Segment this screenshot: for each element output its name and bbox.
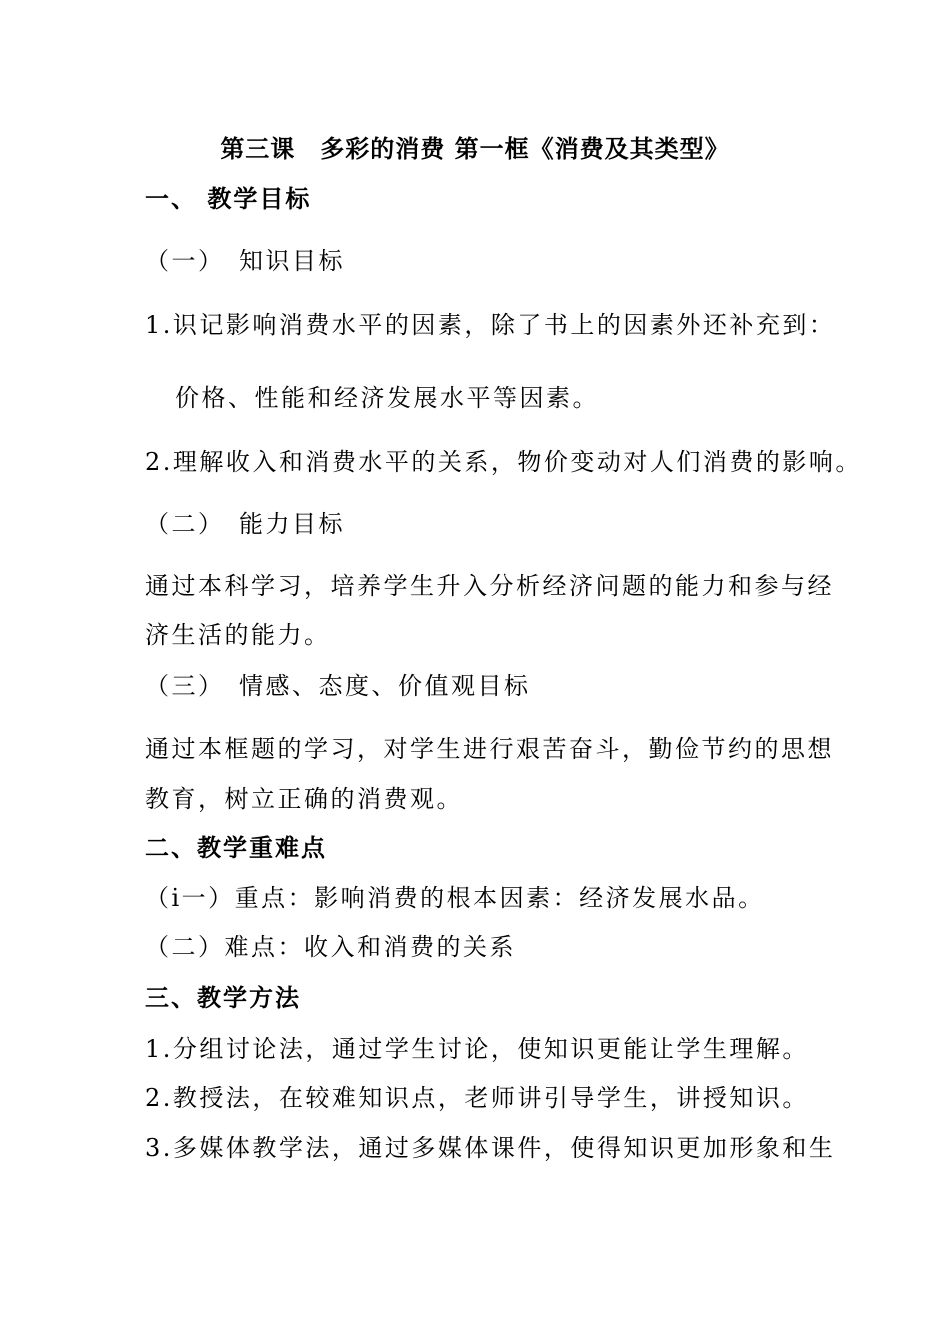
section-heading-teaching-methods: 三、教学方法 [145,984,301,1012]
paragraph-line: 济生活的能力。 [145,621,331,649]
section-heading-teaching-goals: 一、 教学目标 [145,185,312,213]
paragraph-line: 通过本科学习，培养学生升入分析经济问题的能力和参与经 [145,572,834,600]
document-title: 第三课 多彩的消费 第一框《消费及其类型》 [220,135,730,163]
paragraph-line: 通过本框题的学习，对学生进行艰苦奋斗，勤俭节约的思想 [145,735,834,763]
list-item: 2.理解收入和消费水平的关系，物价变动对人们消费的影响。 [145,448,862,476]
list-item: 2.教授法，在较难知识点，老师讲引导学生，讲授知识。 [145,1084,809,1112]
list-item: 3.多媒体教学法，通过多媒体课件，使得知识更加形象和生 [145,1134,836,1162]
section-heading-key-points: 二、教学重难点 [145,834,327,862]
list-item-continuation: 价格、性能和经济发展水平等因素。 [175,384,599,412]
list-item: （i一）重点：影响消费的根本因素：经济发展水品。 [145,884,765,912]
paragraph-line: 教育，树立正确的消费观。 [145,785,463,813]
subheading-knowledge-goals: （一） 知识目标 [145,247,345,275]
subheading-emotion-goals: （三） 情感、态度、价值观目标 [145,672,531,700]
list-item: 1.分组讨论法，通过学生讨论，使知识更能让学生理解。 [145,1035,809,1063]
subheading-ability-goals: （二） 能力目标 [145,510,345,538]
list-item: 1.识记影响消费水平的因素，除了书上的因素外还补充到： [145,311,836,339]
list-item: （二）难点：收入和消费的关系 [145,933,516,961]
